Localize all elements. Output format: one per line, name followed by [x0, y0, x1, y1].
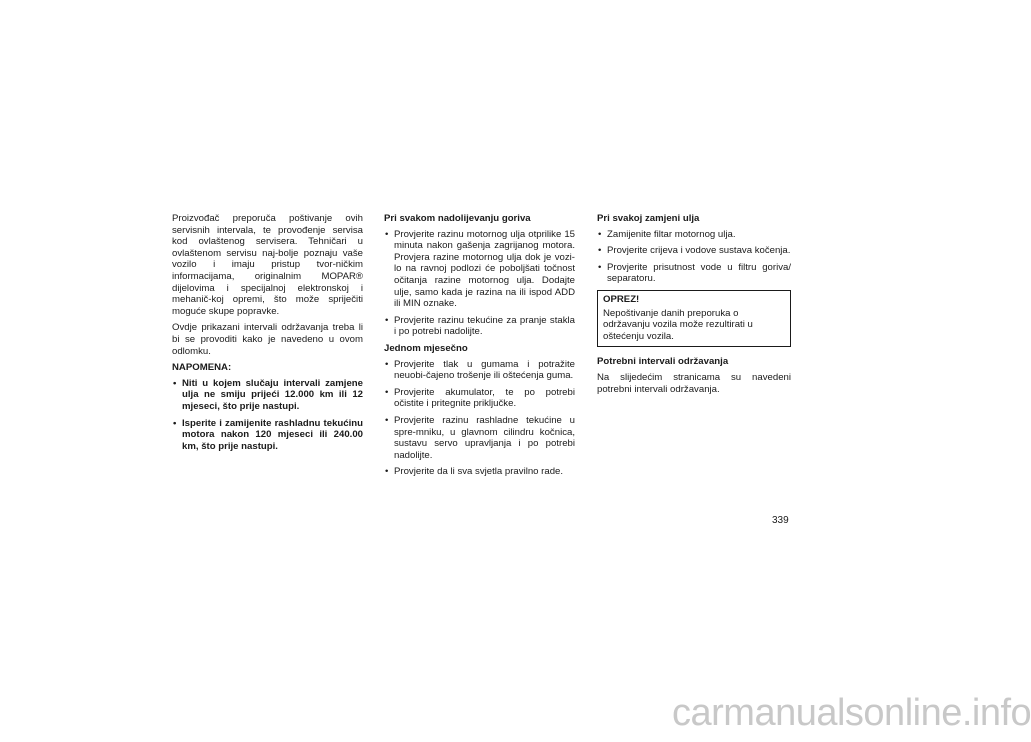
required-intervals-text: Na slijedećim stranicama su navedeni potrebni intervali održavanja.	[597, 371, 791, 395]
monthly-heading: Jednom mjesečno	[384, 342, 468, 354]
note-heading: NAPOMENA:	[172, 362, 232, 374]
caution-heading: OPREZ!	[603, 293, 640, 305]
caution-text: Nepoštivanje danih preporuka o održavanju vozila može rezultirati u oštećenju vozila.	[603, 307, 753, 342]
required-intervals-heading: Potrebni intervali održavanja	[597, 356, 729, 368]
oil-change-item: • Provjerite prisutnost vode u filtru goriva/ separatoru.	[597, 262, 791, 285]
column-right	[597, 213, 791, 400]
intervals-paragraph: Ovdje prikazani intervali održavanja treba li bi se provoditi kako je navedeno u ovom odlomku.	[172, 322, 363, 357]
fuel-item: • Provjerite razinu tekućine za pranje stakla i po potrebi nadolijte.	[384, 315, 575, 338]
fuel-list	[384, 229, 575, 338]
note-item: • Niti u kojem slučaju intervali zamjene ulja ne smiju prijeći 12.000 km ili 12 mjeseci, što prije nastupi.	[172, 378, 363, 413]
note-item: • Isperite i zamijenite rashladnu tekućinu motora nakon 120 mjeseci ili 240.00 km, što prije nastupi.	[172, 418, 363, 453]
note-list	[172, 378, 363, 453]
monthly-item: • Provjerite tlak u gumama i potražite neuobi-čajeno trošenje ili oštećenja guma.	[384, 359, 575, 382]
caution-box	[597, 290, 791, 347]
fuel-item: • Provjerite razinu motornog ulja otprilike 15 minuta nakon gašenja zagrijanog motora. Provjera razine motornog ulja dok je vozi-lo na ravnoj podlozi će poboljšati točnost očitanja razine motornog ulja. Dodajte ulje, samo kada je razina na ili ispod ADD ili MIN oznake.	[384, 229, 575, 310]
watermark: carmanualsonline.info	[672, 692, 1031, 734]
column-left	[172, 213, 363, 457]
monthly-item: • Provjerite razinu rashladne tekućine u spre-mniku, u glavnom cilindru kočnica, sustavu servo upravljanja i po potrebi nadolijte.	[384, 415, 575, 461]
oil-change-item: • Zamijenite filtar motornog ulja.	[597, 229, 791, 241]
oil-change-heading: Pri svakoj zamjeni ulja	[597, 213, 700, 224]
column-middle	[384, 213, 575, 483]
intro-paragraph: Proizvođač preporuča poštivanje ovih servisnih intervala, te provođenje servisa kod ovlaštenog servisera. Tehničari u ovlaštenom servisu naj-bolje poznaju vaše vozilo i imaju pristup tvor-ničkim informacijama, originalnim MOPAR® dijelovima i specijalnoj elektronskoj i mehanič-koj opremi, što može spriječiti moguće skupe popravke.	[172, 213, 363, 317]
oil-change-list	[597, 229, 791, 285]
monthly-item: • Provjerite akumulator, te po potrebi očistite i pritegnite priključke.	[384, 387, 575, 410]
fuel-heading: Pri svakom nadolijevanju goriva	[384, 213, 531, 224]
monthly-item: • Provjerite da li sva svjetla pravilno rade.	[384, 466, 575, 478]
monthly-list	[384, 359, 575, 478]
page-number: 339	[772, 515, 789, 526]
oil-change-item: • Provjerite crijeva i vodove sustava kočenja.	[597, 245, 791, 257]
